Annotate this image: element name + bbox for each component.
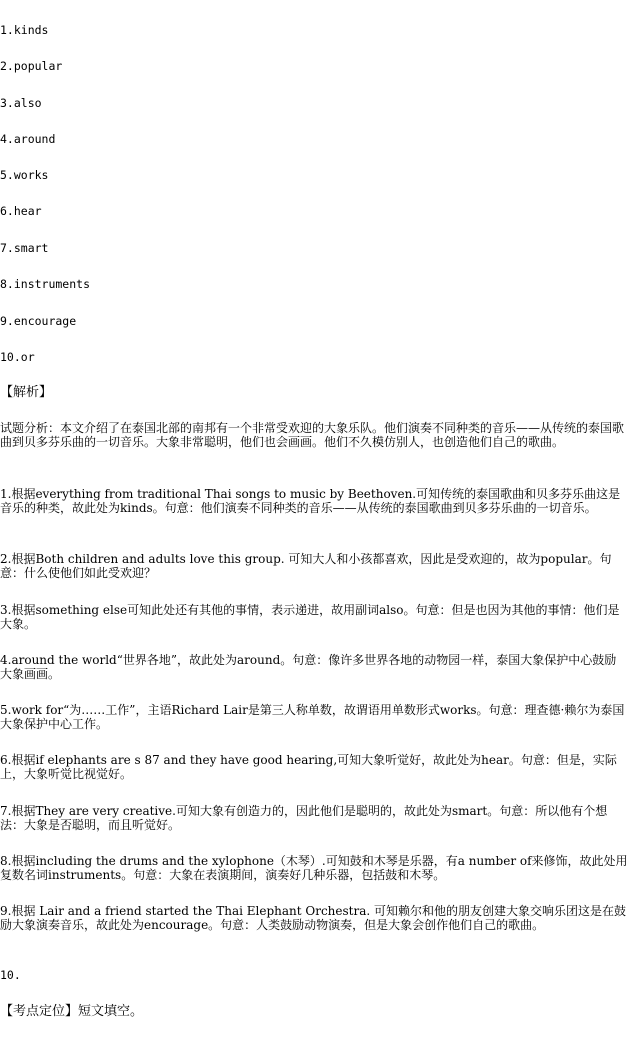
answer-10: 10.or [0, 350, 35, 364]
explanation-2: 2.根据Both children and adults love this group. 可知大人和小孩都喜欢，因此是受欢迎的，故为popular。句意：什么使他们如此受欢迎？ [0, 552, 612, 580]
answer-3: 3.also [0, 96, 42, 110]
explanation-10: 10. [0, 968, 21, 982]
explanation-4: 4.around the world“世界各地”，故此处为around。句意：像许多世界各地的动物园一样，泰国大象保护中心鼓励大象画画。 [0, 653, 617, 681]
summary-paragraph: 试题分析：本文介绍了在泰国北部的南邦有一个非常受欢迎的大象乐队。他们演奏不同种类的音乐——从传统的泰国歌曲到贝多芬乐曲的一切音乐。大象非常聪明，他们也会画画。他们不久模仿别人，也创造他们自己的歌曲。 [0, 421, 625, 449]
explanation-8: 8.根据including the drums and the xylophone（木琴）.可知鼓和木琴是乐器，有a number of来修饰，故此处用复数名词instruments。句意：大象在表演期间，演奏好几种乐器，包括鼓和木琴。 [0, 854, 628, 882]
kaodian-text: 短文填空。 [78, 1004, 144, 1019]
kaodian-label: 【考点定位】 [0, 1004, 79, 1019]
answer-1: 1.kinds [0, 23, 49, 37]
explanation-3: 3.根据something else可知此处还有其他的事情，表示递进，故用副词also。句意：但是也因为其他的事情：他们是大象。 [0, 603, 620, 631]
analysis-label: 【解析】 [0, 385, 53, 400]
explanation-1: 1.根据everything from traditional Thai songs to music by Beethoven.可知传统的泰国歌曲和贝多芬乐曲这是音乐的种类，故此处为kinds。句意：他们演奏不同种类的音乐——从传统的泰国歌曲到贝多芬乐曲的一切音乐。 [0, 487, 621, 515]
answer-7: 7.smart [0, 241, 49, 255]
explanation-5: 5.work for“为……工作”，主语Richard Lair是第三人称单数，故谓语用单数形式works。句意：理查德·赖尔为泰国大象保护中心工作。 [0, 703, 625, 731]
explanation-6: 6.根据if elephants are s 87 and they have good hearing,可知大象听觉好，故此处为hear。句意：但是，实际上，大象听觉比视觉好。 [0, 753, 617, 781]
answer-5: 5.works [0, 168, 49, 182]
answer-4: 4.around [0, 132, 56, 146]
kaodian-line [0, 1004, 630, 1019]
explanation-7: 7.根据They are very creative.可知大象有创造力的，因此他们是聪明的，故此处为smart。句意：所以他有个想法：大象是否聪明，而且听觉好。 [0, 804, 608, 832]
answer-2: 2.popular [0, 59, 63, 73]
answer-8: 8.instruments [0, 277, 91, 291]
answer-9: 9.encourage [0, 314, 77, 328]
explanation-9: 9.根据 Lair and a friend started the Thai Elephant Orchestra. 可知赖尔和他的朋友创建大象交响乐团这是在鼓励大象演奏音乐，故此处为encourage。句意：人类鼓励动物演奏，但是大象会创作他们自己的歌曲。 [0, 904, 627, 932]
answer-6: 6.hear [0, 204, 42, 218]
